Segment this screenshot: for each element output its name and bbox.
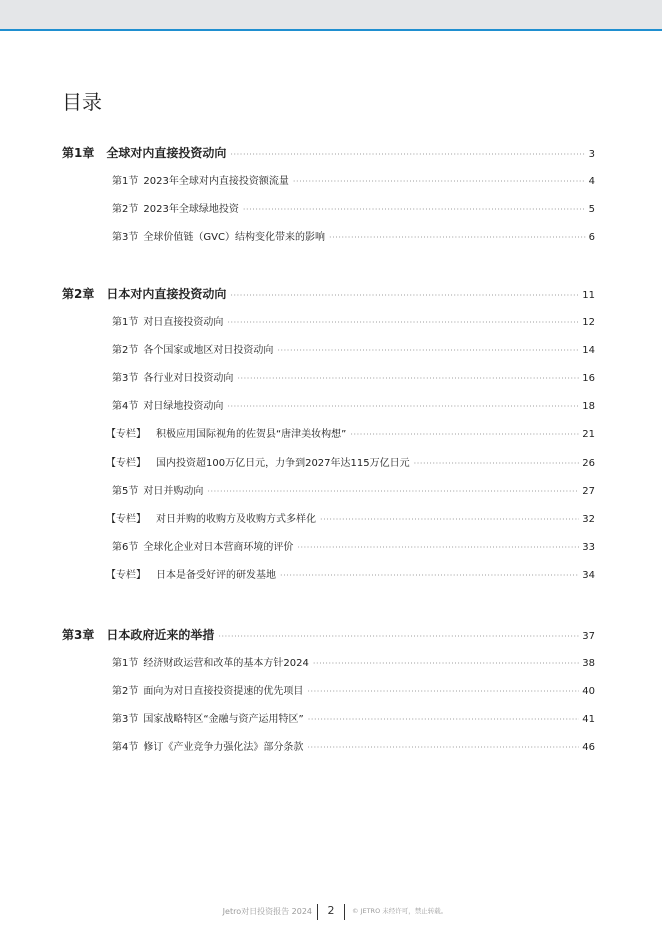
toc-section-title: 国家战略特区“金融与资产运用特区”: [143, 714, 304, 725]
toc-section-page: 38: [582, 658, 595, 669]
toc-section[interactable]: [112, 313, 595, 328]
toc-section-page: 41: [582, 714, 595, 725]
footer-divider-left: [317, 904, 318, 920]
toc-section-page: 46: [582, 742, 595, 753]
toc-special-column-title: 日本是备受好评的研发基地: [156, 570, 276, 581]
toc-section[interactable]: [112, 538, 595, 553]
toc-section-number: 第4节: [112, 401, 139, 412]
toc-section-page: 33: [582, 542, 595, 553]
toc-section-page: 27: [582, 486, 595, 497]
toc-section-title: 2023年全球对内直接投资额流量: [143, 176, 289, 187]
toc-section-number: 第2节: [112, 345, 139, 356]
dot-leader: [227, 402, 579, 411]
toc-section-number: 第1节: [112, 658, 139, 669]
toc-section[interactable]: [112, 682, 595, 697]
toc-special-column-title: 对日并购的收购方及收购方式多样化: [156, 514, 316, 525]
toc-section[interactable]: [112, 369, 595, 384]
toc-section[interactable]: [112, 341, 595, 356]
toc-section-page: 18: [582, 401, 595, 412]
toc-section-title: 对日绿地投资动向: [143, 401, 224, 412]
toc-section-page: 6: [588, 232, 595, 243]
dot-leader: [308, 715, 580, 724]
toc-special-column-title: 积极应用国际视角的佐贺县“唐津美妆构想”: [156, 429, 347, 440]
toc-special-column[interactable]: [106, 566, 595, 581]
toc-chapter-1[interactable]: [62, 144, 595, 161]
footer-page-number: 2: [327, 904, 335, 917]
dot-leader: [230, 150, 585, 159]
footer-divider-right: [344, 904, 345, 920]
toc-section[interactable]: [112, 172, 595, 187]
toc-section[interactable]: [112, 710, 595, 725]
dot-leader: [237, 374, 579, 383]
dot-leader: [297, 543, 579, 552]
toc-section-title: 对日直接投资动向: [143, 317, 224, 328]
toc-section-title: 修订《产业竞争力强化法》部分条款: [143, 742, 304, 753]
toc-chapter-3-number: 第3章: [62, 628, 95, 642]
toc-section-page: 4: [588, 176, 595, 187]
dot-leader: [414, 459, 580, 468]
toc-section[interactable]: [112, 654, 595, 669]
toc-section-title: 各行业对日投资动向: [143, 373, 234, 384]
toc-section-number: 第1节: [112, 317, 139, 328]
page-title: 目录: [62, 90, 102, 114]
footer-copyright: © JETRO 未经许可，禁止转载。: [352, 907, 448, 915]
toc-special-column-number: 【专栏】: [106, 514, 146, 525]
footer: [0, 904, 662, 920]
dot-leader: [243, 205, 586, 214]
dot-leader: [230, 291, 579, 300]
dot-leader: [350, 430, 579, 439]
dot-leader: [277, 346, 579, 355]
toc-section-number: 第3节: [112, 373, 139, 384]
toc-chapter-1-number: 第1章: [62, 146, 95, 160]
toc-section-page: 12: [582, 317, 595, 328]
toc-section-number: 第5节: [112, 486, 139, 497]
toc-section-number: 第3节: [112, 232, 139, 243]
toc-chapter-3-page: 37: [582, 631, 595, 642]
dot-leader: [207, 487, 579, 496]
toc-chapter-1-title: 全球对内直接投资动向: [106, 146, 227, 160]
dot-leader: [329, 233, 586, 242]
dot-leader: [280, 571, 579, 580]
toc-section[interactable]: [112, 200, 595, 215]
toc-chapter-2-title: 日本对内直接投资动向: [106, 287, 227, 301]
toc-section-page: 16: [582, 373, 595, 384]
toc-section-number: 第2节: [112, 204, 139, 215]
toc-section-title: 面向为对日直接投资提速的优先项目: [143, 686, 304, 697]
dot-leader: [307, 687, 579, 696]
toc-chapter-1-page: 3: [588, 149, 595, 160]
toc-chapter-2-number: 第2章: [62, 287, 95, 301]
toc-section-number: 第4节: [112, 742, 139, 753]
toc-section[interactable]: [112, 228, 595, 243]
toc-chapter-3-title: 日本政府近来的举措: [106, 628, 215, 642]
toc-section-title: 2023年全球绿地投资: [143, 204, 239, 215]
dot-leader: [227, 318, 579, 327]
toc-special-column-number: 【专栏】: [106, 458, 146, 469]
toc-chapter-2-page: 11: [582, 290, 595, 301]
toc-section-title: 全球化企业对日本营商环境的评价: [143, 542, 294, 553]
toc-section-number: 第3节: [112, 714, 139, 725]
toc-section[interactable]: [112, 738, 595, 753]
dot-leader: [293, 177, 586, 186]
toc-section-page: 14: [582, 345, 595, 356]
toc-section-number: 第6节: [112, 542, 139, 553]
toc-section-title: 各个国家或地区对日投资动向: [143, 345, 274, 356]
toc-special-column-page: 21: [582, 429, 595, 440]
dot-leader: [218, 632, 579, 641]
toc-section-title: 对日并购动向: [143, 486, 204, 497]
toc-special-column-page: 26: [582, 458, 595, 469]
toc-special-column-number: 【专栏】: [106, 570, 146, 581]
toc-special-column-title: 国内投资超100万亿日元，力争到2027年达115万亿日元: [156, 458, 410, 469]
toc-section-page: 40: [582, 686, 595, 697]
toc-special-column[interactable]: [106, 454, 595, 469]
toc-special-column[interactable]: [106, 425, 595, 440]
toc-special-column-page: 32: [582, 514, 595, 525]
dot-leader: [307, 743, 579, 752]
toc-special-column[interactable]: [106, 510, 595, 525]
dot-leader: [313, 659, 579, 668]
toc-section[interactable]: [112, 482, 595, 497]
toc-section-page: 5: [588, 204, 595, 215]
toc-section-title: 经济财政运营和改革的基本方针2024: [143, 658, 309, 669]
toc-section-number: 第2节: [112, 686, 139, 697]
footer-report-title: Jetro对日投资报告 2024: [222, 907, 312, 916]
top-bar: [0, 0, 662, 31]
dot-leader: [320, 515, 579, 524]
toc-section-title: 全球价值链（GVC）结构变化带来的影响: [143, 232, 325, 243]
toc-special-column-page: 34: [582, 570, 595, 581]
toc-chapter-2[interactable]: [62, 285, 595, 302]
toc-chapter-3[interactable]: [62, 626, 595, 643]
toc-special-column-number: 【专栏】: [106, 429, 146, 440]
toc-section-number: 第1节: [112, 176, 139, 187]
toc-section[interactable]: [112, 397, 595, 412]
